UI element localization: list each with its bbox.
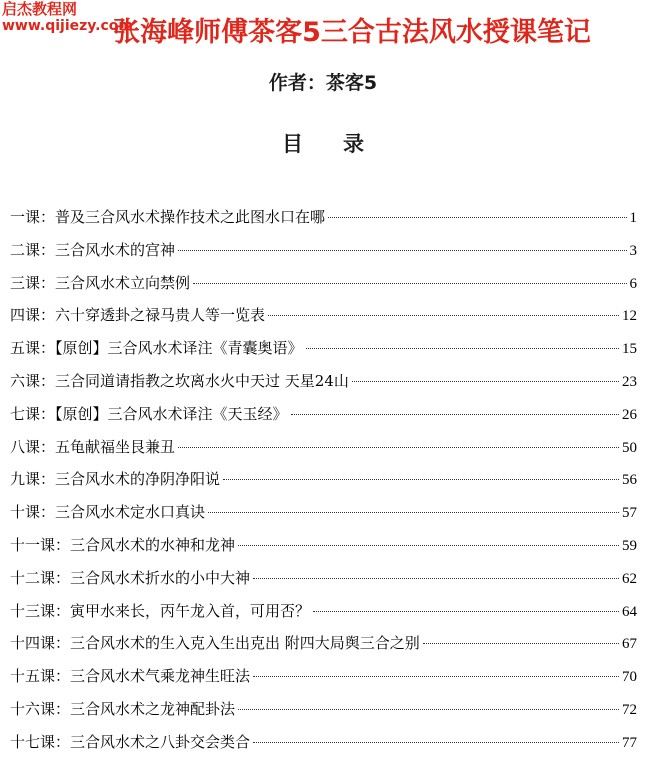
- toc-heading: 目录: [282, 132, 404, 156]
- toc-entry-label: [10, 206, 325, 227]
- toc-lesson-title: 三合风水术的净阴净阳说: [55, 470, 221, 489]
- toc-page-number: 64: [622, 603, 637, 620]
- toc-lesson-number: 八课：: [10, 437, 56, 456]
- toc-dot-leader: [238, 545, 619, 546]
- toc-entry[interactable]: [10, 567, 637, 600]
- toc-dot-leader: [178, 250, 626, 251]
- author-line: 作者：茶客5: [268, 72, 378, 94]
- toc-entry-label: [10, 403, 288, 424]
- toc-entry-label: [10, 731, 250, 752]
- toc-lesson-title: 三合风水术的生入克入生出克出 附四大局舆三合之别: [70, 634, 420, 653]
- toc-entry-label: [10, 436, 175, 457]
- toc-dot-leader: [253, 676, 619, 677]
- toc-lesson-number: 六课：: [10, 371, 56, 390]
- toc-lesson-number: 一课：: [10, 208, 56, 226]
- toc-page-number: 67: [622, 636, 637, 653]
- toc-entry[interactable]: [10, 632, 637, 665]
- toc-page-number: 62: [622, 570, 637, 587]
- toc-page-number: 57: [622, 505, 637, 522]
- toc-page-number: 70: [622, 669, 637, 686]
- toc-lesson-title: 三合同道请指教之坎离水火中天过 天星24山: [55, 371, 349, 390]
- toc-entry[interactable]: [10, 468, 637, 501]
- toc-entry-label: [10, 370, 349, 391]
- toc-entry-label: [10, 567, 250, 588]
- document-title: 张海峰师傅茶客5三合古法风水授课笔记: [113, 17, 591, 48]
- toc-page-number: 12: [622, 308, 637, 325]
- toc-dot-leader: [423, 643, 619, 644]
- toc-entry[interactable]: [10, 534, 637, 567]
- toc-entry[interactable]: [10, 337, 637, 370]
- toc-entry[interactable]: [10, 731, 637, 764]
- toc-entry[interactable]: [10, 436, 637, 469]
- toc-entry-label: [10, 304, 265, 325]
- toc-lesson-number: 十六课：: [10, 699, 71, 718]
- toc-lesson-title: 三合风水术立向禁例: [55, 273, 191, 292]
- toc-lesson-title: 三合风水术定水口真诀: [55, 503, 206, 522]
- toc-entry-label: [10, 501, 205, 522]
- toc-entry[interactable]: [10, 370, 637, 403]
- toc-entry-label: [10, 337, 303, 358]
- toc-lesson-number: 四课：: [10, 306, 56, 325]
- toc-dot-leader: [253, 578, 619, 579]
- toc-entry-label: [10, 632, 420, 653]
- toc-dot-leader: [238, 709, 619, 710]
- toc-page-number: 72: [622, 701, 637, 718]
- toc-page-number: 77: [622, 734, 637, 751]
- toc-entry-label: [10, 534, 235, 555]
- toc-entry[interactable]: [10, 501, 637, 534]
- toc-page-number: 23: [622, 373, 637, 390]
- watermark-site-name: 启杰教程网: [2, 0, 78, 18]
- toc-entry[interactable]: [10, 698, 637, 731]
- toc-dot-leader: [313, 611, 619, 612]
- site-watermark: [2, 0, 133, 34]
- toc-dot-leader: [223, 479, 619, 480]
- toc-entry-label: [10, 239, 175, 260]
- toc-dot-leader: [208, 512, 619, 513]
- toc-dot-leader: [328, 217, 626, 218]
- toc-lesson-number: 九课：: [10, 470, 56, 489]
- toc-lesson-number: 十一课：: [10, 535, 71, 554]
- toc-entry-label: [10, 468, 220, 489]
- toc-lesson-number: 十四课：: [10, 634, 71, 653]
- toc-lesson-number: 十七课：: [10, 732, 71, 751]
- table-of-contents: [10, 206, 637, 764]
- toc-dot-leader: [352, 381, 619, 382]
- toc-lesson-title: 三合风水术之龙神配卦法: [70, 699, 236, 718]
- toc-dot-leader: [193, 283, 626, 284]
- toc-entry[interactable]: [10, 665, 637, 698]
- toc-lesson-number: 二课：: [10, 240, 56, 259]
- toc-entry-label: [10, 665, 250, 686]
- toc-lesson-number: 五课：: [10, 339, 56, 358]
- toc-lesson-title: 三合风水术之八卦交会类合: [70, 732, 251, 751]
- toc-lesson-number: 三课：: [10, 273, 56, 292]
- toc-page-number: 26: [622, 406, 637, 423]
- toc-lesson-title: 三合风水术的水神和龙神: [70, 535, 236, 554]
- toc-page-number: 3: [629, 242, 637, 259]
- toc-entry[interactable]: [10, 206, 637, 239]
- toc-lesson-title: 普及三合风水术操作技术之此图水口在哪: [55, 208, 326, 226]
- toc-lesson-number: 七课：: [10, 404, 56, 423]
- toc-lesson-title: 【原创】三合风水术译注《天玉经》: [55, 404, 288, 423]
- toc-entry[interactable]: [10, 403, 637, 436]
- toc-lesson-title: 六十穿透卦之禄马贵人等一览表: [55, 306, 266, 325]
- toc-page-number: 1: [629, 210, 637, 226]
- toc-lesson-title: 寅甲水来长，丙午龙入首，可用否？: [70, 601, 311, 620]
- toc-page-number: 15: [622, 341, 637, 358]
- toc-lesson-number: 十三课：: [10, 601, 71, 620]
- toc-page-number: 56: [622, 472, 637, 489]
- toc-page-number: 6: [629, 275, 637, 292]
- toc-lesson-title: 【原创】三合风水术译注《青囊奥语》: [55, 339, 303, 358]
- toc-lesson-title: 三合风水术折水的小中大神: [70, 568, 251, 587]
- toc-entry[interactable]: [10, 304, 637, 337]
- toc-dot-leader: [178, 447, 619, 448]
- toc-lesson-number: 十课：: [10, 503, 56, 522]
- toc-entry[interactable]: [10, 600, 637, 633]
- toc-dot-leader: [268, 315, 619, 316]
- toc-entry-label: [10, 698, 235, 719]
- toc-dot-leader: [306, 348, 619, 349]
- toc-lesson-number: 十二课：: [10, 568, 71, 587]
- toc-entry-label: [10, 272, 190, 293]
- toc-entry[interactable]: [10, 239, 637, 272]
- toc-dot-leader: [291, 414, 619, 415]
- toc-page-number: 50: [622, 439, 637, 456]
- toc-entry[interactable]: [10, 272, 637, 305]
- toc-lesson-number: 十五课：: [10, 667, 71, 686]
- toc-lesson-title: 三合风水术气乘龙神生旺法: [70, 667, 251, 686]
- toc-lesson-title: 三合风水术的宫神: [55, 240, 176, 259]
- toc-dot-leader: [253, 742, 619, 743]
- toc-page-number: 59: [622, 537, 637, 554]
- toc-lesson-title: 五龟献福坐艮兼丑: [55, 437, 176, 456]
- watermark-site-url: www.qijiezy.com: [2, 18, 133, 34]
- toc-entry-label: [10, 600, 310, 621]
